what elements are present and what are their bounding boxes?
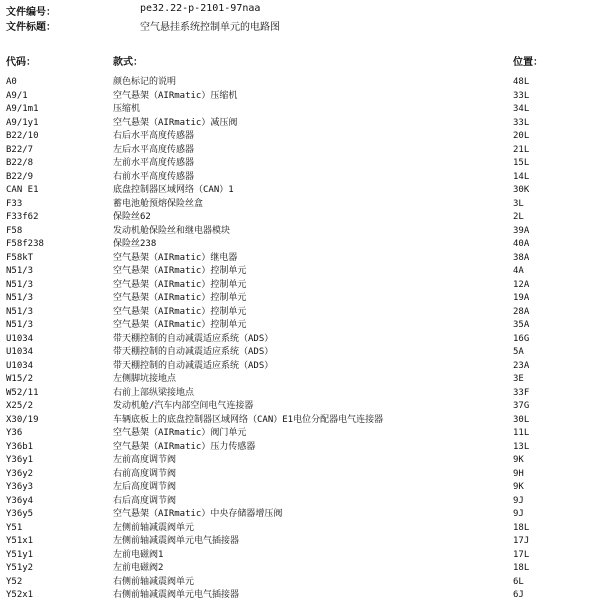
list-item (0, 535, 605, 549)
column-header-description: 款式： (113, 57, 143, 68)
component-description: 空气悬架（AIRmatic）控制单元 (113, 293, 247, 303)
component-position: 16G (513, 333, 530, 344)
component-description: 底盘控制器区域网络（CAN）1 (113, 185, 234, 195)
column-header-code: 代码： (6, 57, 36, 68)
component-code: N51/3 (6, 279, 34, 290)
column-header-position: 位置： (513, 57, 543, 68)
list-item (0, 103, 605, 117)
component-code: Y52x1 (6, 590, 34, 600)
component-position: 9J (513, 495, 524, 506)
component-description: 右前上部纵梁接地点 (113, 387, 195, 398)
component-description: 右侧前轴减震阀单元电气插接器 (113, 590, 240, 600)
list-item (0, 198, 605, 212)
component-description: 左后高度调节阀 (113, 482, 177, 492)
list-item (0, 319, 605, 333)
component-code: F58 (6, 225, 23, 236)
component-code: B22/9 (6, 171, 34, 182)
component-code: Y36y2 (6, 468, 34, 479)
component-code: Y51x1 (6, 536, 34, 546)
list-item (0, 157, 605, 171)
component-code: U1034 (6, 333, 34, 344)
component-description: 带天棚控制的自动减震适应系统（ADS） (113, 360, 274, 371)
component-description: 保险丝62 (113, 212, 151, 222)
component-description: 左侧脚坑接地点 (113, 374, 177, 384)
doc-number-value: pe32.22-p-2101-97naa (140, 3, 261, 14)
component-position: 39A (513, 225, 530, 236)
component-description: 带天棚控制的自动减震适应系统（ADS） (113, 333, 274, 344)
list-item (0, 414, 605, 428)
component-position: 14L (513, 171, 530, 182)
component-description: 空气悬架（AIRmatic）压力传感器 (113, 441, 256, 452)
component-description: 右后高度调节阀 (113, 495, 177, 506)
column-headers (0, 53, 605, 68)
component-description: 右前高度调节阀 (113, 468, 177, 479)
list-item (0, 238, 605, 252)
component-code: A0 (6, 77, 17, 87)
component-position: 30K (513, 185, 530, 195)
component-position: 19A (513, 293, 530, 303)
doc-title-value: 空气悬挂系统控制单元的电路图 (140, 22, 280, 33)
list-item (0, 90, 605, 104)
list-item (0, 292, 605, 306)
list-item (0, 468, 605, 482)
list-item (0, 306, 605, 320)
component-description: 左前水平高度传感器 (113, 158, 195, 168)
component-position: 28A (513, 306, 530, 317)
component-code: Y51 (6, 522, 23, 533)
component-position: 40A (513, 239, 530, 249)
component-code: X30/19 (6, 414, 39, 425)
component-position: 48L (513, 77, 530, 87)
component-code: F33 (6, 198, 23, 209)
list-item (0, 144, 605, 158)
list-item (0, 117, 605, 131)
list-item (0, 333, 605, 347)
list-item (0, 400, 605, 414)
component-position: 20L (513, 131, 530, 141)
component-description: 空气悬架（AIRmatic）阀门单元 (113, 428, 247, 438)
component-position: 38A (513, 252, 530, 263)
list-item (0, 589, 605, 603)
component-code: A9/1 (6, 90, 28, 101)
component-code: B22/10 (6, 131, 39, 141)
component-position: 5A (513, 347, 524, 357)
list-item (0, 279, 605, 293)
component-position: 17J (513, 536, 530, 546)
component-position: 2L (513, 212, 524, 222)
component-position: 6L (513, 576, 524, 587)
component-description: 左侧前轴减震阀单元电气插接器 (113, 536, 240, 546)
list-item (0, 427, 605, 441)
component-code: F58f238 (6, 239, 44, 249)
component-position: 33F (513, 387, 530, 398)
component-description: 空气悬架（AIRmatic）控制单元 (113, 266, 247, 276)
component-position: 30L (513, 414, 530, 425)
component-code: F33f62 (6, 212, 39, 222)
component-code: U1034 (6, 360, 34, 371)
component-position: 3E (513, 374, 524, 384)
component-position: 9K (513, 455, 524, 465)
component-position: 17L (513, 549, 530, 560)
component-position: 18L (513, 522, 530, 533)
component-description: 带天棚控制的自动减震适应系统（ADS） (113, 347, 274, 357)
list-item (0, 360, 605, 374)
component-code: N51/3 (6, 293, 34, 303)
component-description: 左前高度调节阀 (113, 455, 177, 465)
component-code: U1034 (6, 347, 34, 357)
component-code: N51/3 (6, 306, 34, 317)
component-position: 35A (513, 320, 530, 330)
component-description: 空气悬架（AIRmatic）减压阀 (113, 117, 238, 128)
component-description: 空气悬架（AIRmatic）控制单元 (113, 306, 247, 317)
component-position: 37G (513, 401, 530, 411)
component-description: 保险丝238 (113, 239, 157, 249)
list-item (0, 387, 605, 401)
component-code: Y36y3 (6, 482, 34, 492)
component-position: 23A (513, 360, 530, 371)
list-item (0, 522, 605, 536)
component-description: 发动机舱保险丝和继电器模块 (113, 225, 231, 236)
component-position: 11L (513, 428, 530, 438)
component-code: B22/8 (6, 158, 34, 168)
component-description: 蓄电池舱预熔保险丝盒 (113, 198, 204, 209)
list-item (0, 508, 605, 522)
component-code: Y51y2 (6, 563, 34, 573)
list-item (0, 171, 605, 185)
component-code: Y51y1 (6, 549, 34, 560)
list-item (0, 225, 605, 239)
component-code: N51/3 (6, 266, 34, 276)
component-description: 左侧前轴减震阀单元 (113, 522, 195, 533)
component-code: Y36y4 (6, 495, 34, 506)
component-code: W15/2 (6, 374, 34, 384)
component-position: 12A (513, 279, 530, 290)
component-code: A9/1m1 (6, 104, 39, 114)
component-description: 空气悬架（AIRmatic）压缩机 (113, 90, 238, 101)
component-code: N51/3 (6, 320, 34, 330)
component-position: 21L (513, 144, 530, 155)
component-code: W52/11 (6, 387, 39, 398)
component-position: 33L (513, 117, 530, 128)
list-item (0, 549, 605, 563)
list-item (0, 576, 605, 590)
component-description: 左前电磁阀1 (113, 549, 164, 560)
component-code: Y36 (6, 428, 23, 438)
component-description: 空气悬架（AIRmatic）中央存储器增压阀 (113, 509, 283, 519)
component-description: 空气悬架（AIRmatic）继电器 (113, 252, 238, 263)
component-description: 颜色标记的说明 (113, 77, 177, 87)
list-item (0, 441, 605, 455)
component-description: 空气悬架（AIRmatic）控制单元 (113, 279, 247, 290)
list-item (0, 130, 605, 144)
component-description: 压缩机 (113, 104, 141, 114)
component-description: 右后水平高度传感器 (113, 131, 195, 141)
component-position: 9K (513, 482, 524, 492)
component-list (0, 76, 605, 603)
component-code: Y52 (6, 576, 23, 587)
list-item (0, 481, 605, 495)
component-description: 左后水平高度传感器 (113, 144, 195, 155)
component-description: 右前水平高度传感器 (113, 171, 195, 182)
list-item (0, 495, 605, 509)
component-position: 34L (513, 104, 530, 114)
doc-number-label: 文件编号： (6, 7, 56, 18)
doc-title-label: 文件标题： (6, 22, 56, 33)
list-item (0, 373, 605, 387)
component-position: 9H (513, 468, 524, 479)
list-item (0, 562, 605, 576)
list-item (0, 265, 605, 279)
component-code: Y36y5 (6, 509, 34, 519)
list-item (0, 346, 605, 360)
component-description: 左前电磁阀2 (113, 563, 164, 573)
component-position: 4A (513, 266, 524, 276)
component-description: 车辆底板上的底盘控制器区域网络（CAN）E1电位分配器电气连接器 (113, 414, 384, 425)
component-code: F58kT (6, 252, 34, 263)
list-item (0, 454, 605, 468)
component-code: B22/7 (6, 144, 34, 155)
component-code: A9/1y1 (6, 117, 39, 128)
component-description: 右侧前轴减震阀单元 (113, 576, 195, 587)
component-description: 发动机舱/汽车内部空间电气连接器 (113, 401, 254, 411)
list-item (0, 211, 605, 225)
component-code: Y36y1 (6, 455, 34, 465)
component-code: Y36b1 (6, 441, 34, 452)
component-position: 18L (513, 563, 530, 573)
list-item (0, 76, 605, 90)
component-position: 3L (513, 198, 524, 209)
component-position: 33L (513, 90, 530, 101)
component-position: 13L (513, 441, 530, 452)
component-description: 空气悬架（AIRmatic）控制单元 (113, 320, 247, 330)
component-position: 9J (513, 509, 524, 519)
list-item (0, 184, 605, 198)
component-position: 15L (513, 158, 530, 168)
component-code: CAN E1 (6, 185, 39, 195)
list-item (0, 252, 605, 266)
component-position: 6J (513, 590, 524, 600)
component-code: X25/2 (6, 401, 34, 411)
